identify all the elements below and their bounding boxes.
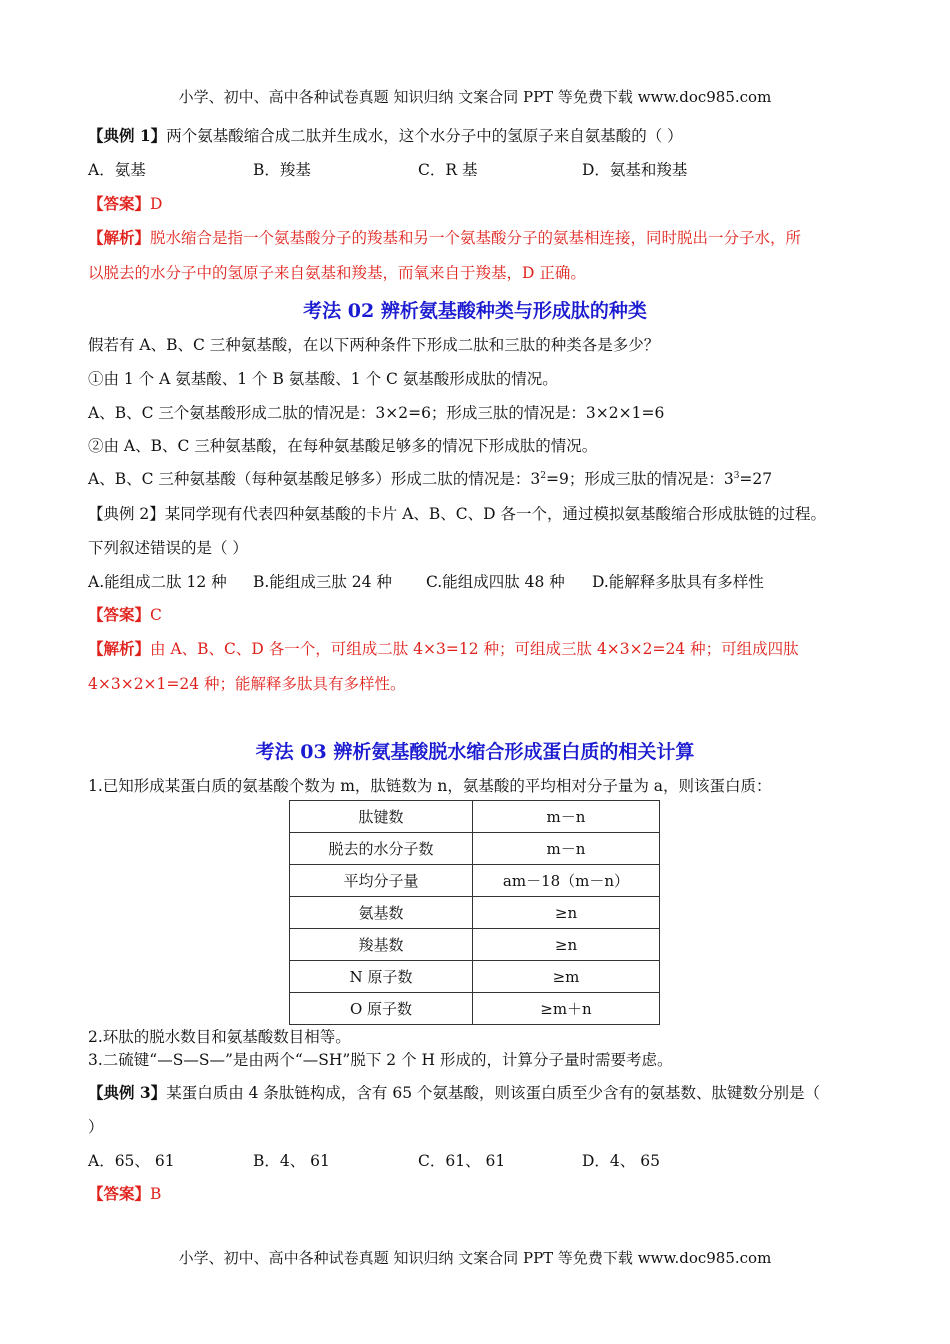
case-2-result-part-a: A、B、C 三种氨基酸（每种氨基酸足够多）形成二肽的情况是：3 (88, 470, 541, 488)
example-3-option-a: A．65、 61 (88, 1152, 175, 1170)
example-3-answer (88, 1183, 878, 1205)
section-2-case-2-result (88, 468, 878, 490)
example-2-answer-label: 【答案】 (88, 605, 151, 624)
example-2-option-c: C.能组成四肽 48 种 (426, 573, 565, 591)
table-row (290, 897, 660, 929)
page-footer: 小学、初中、高中各种试卷真题 知识归纳 文案合同 PPT 等免费下载 www.doc985.com (178, 1249, 772, 1267)
table-cell-value: m－n (473, 801, 660, 833)
example-2-analysis-text-1: 由 A、B、C、D 各一个，可组成二肽 4×3=12 种；可组成三肽 4×3×2=24 种；可组成四肽 (150, 640, 799, 658)
table-cell-value: ≥m＋n (473, 993, 660, 1025)
example-2-question-text-1: 某同学现有代表四种氨基酸的卡片 A、B、C、D 各一个，通过模拟氨基酸缩合形成肽链的过程。 (164, 505, 827, 523)
example-3-question-line-2: ） (88, 1118, 104, 1136)
example-1-option-d: D．氨基和羧基 (582, 161, 688, 179)
table-cell-value: ≥n (473, 929, 660, 961)
case-2-exponent-b: 3 (733, 470, 740, 481)
example-1-question-text: 两个氨基酸缩合成二肽并生成水，这个水分子中的氢原子来自氨基酸的（ ） (166, 127, 683, 145)
section-2-intro: 假若有 A、B、C 三种氨基酸，在以下两种条件下形成二肽和三肽的种类各是多少？ (88, 336, 660, 354)
example-3-option-d: D．4、 65 (582, 1152, 660, 1170)
section-2-heading: 考法 02 辨析氨基酸种类与形成肽的种类 (303, 300, 647, 322)
example-2-option-b: B.能组成三肽 24 种 (253, 573, 392, 591)
example-1-option-a: A．氨基 (88, 161, 146, 179)
table-cell-value: ≥m (473, 961, 660, 993)
table-cell-key: N 原子数 (290, 961, 473, 993)
example-1-analysis-label: 【解析】 (88, 228, 151, 247)
table-cell-value: m－n (473, 833, 660, 865)
table-row (290, 993, 660, 1025)
example-2-option-a: A.能组成二肽 12 种 (88, 573, 227, 591)
example-2-answer-value: C (150, 606, 162, 624)
page-header: 小学、初中、高中各种试卷真题 知识归纳 文案合同 PPT 等免费下载 www.doc985.com (178, 88, 772, 106)
example-3-option-c: C．61、 61 (418, 1152, 506, 1170)
case-2-result-part-b: =9；形成三肽的情况是：3 (545, 470, 734, 488)
example-2-label: 【典例 2】 (88, 505, 165, 523)
section-3-point-2: 2.环肽的脱水数目和氨基酸数目相等。 (88, 1028, 351, 1046)
example-1-option-c: C．R 基 (418, 161, 478, 179)
example-1-analysis-line-1 (88, 227, 878, 249)
table-row (290, 865, 660, 897)
table-cell-key: 氨基数 (290, 897, 473, 929)
table-cell-value: ≥n (473, 897, 660, 929)
example-3-question-line-1 (88, 1082, 878, 1104)
example-1-answer (88, 193, 878, 215)
example-1-analysis-text-1: 脱水缩合是指一个氨基酸分子的羧基和另一个氨基酸分子的氨基相连接，同时脱出一分子水，所 (150, 229, 802, 247)
calculation-table (289, 800, 660, 1025)
section-2-case-2: ②由 A、B、C 三种氨基酸，在每种氨基酸足够多的情况下形成肽的情况。 (88, 437, 598, 455)
table-cell-value: am－18（m－n） (473, 865, 660, 897)
example-2-question-line-1 (88, 503, 878, 525)
example-2-answer (88, 604, 878, 626)
example-1-question (88, 125, 878, 147)
example-3-question-text-1: 某蛋白质由 4 条肽链构成，含有 65 个氨基酸，则该蛋白质至少含有的氨基数、肽键数分别是（ (166, 1084, 820, 1102)
example-1-label: 【典例 1】 (88, 126, 167, 145)
example-3-option-b: B．4、 61 (253, 1152, 330, 1170)
example-2-question-line-2: 下列叙述错误的是（ ） (88, 539, 248, 557)
section-3-point-1: 1.已知形成某蛋白质的氨基酸个数为 m，肽链数为 n，氨基酸的平均相对分子量为 a，则该蛋白质： (88, 777, 772, 795)
table-row (290, 801, 660, 833)
example-2-option-d: D.能解释多肽具有多样性 (592, 573, 764, 591)
example-2-analysis-line-1 (88, 638, 878, 660)
example-2-analysis-label: 【解析】 (88, 639, 151, 658)
table-cell-key: 羧基数 (290, 929, 473, 961)
table-cell-key: 脱去的水分子数 (290, 833, 473, 865)
table-row (290, 929, 660, 961)
section-2-case-1: ①由 1 个 A 氨基酸、1 个 B 氨基酸、1 个 C 氨基酸形成肽的情况。 (88, 370, 558, 388)
example-3-answer-value: B (150, 1185, 162, 1203)
table-row (290, 833, 660, 865)
example-3-label: 【典例 3】 (88, 1083, 167, 1102)
example-1-option-b: B．羧基 (253, 161, 311, 179)
case-2-result-part-c: =27 (739, 470, 773, 488)
table-cell-key: O 原子数 (290, 993, 473, 1025)
table-cell-key: 肽键数 (290, 801, 473, 833)
section-2-case-1-result: A、B、C 三个氨基酸形成二肽的情况是：3×2=6；形成三肽的情况是：3×2×1=6 (88, 404, 665, 422)
section-3-point-3: 3.二硫键“—S—S—”是由两个“—SH”脱下 2 个 H 形成的，计算分子量时需要考虑。 (88, 1051, 673, 1069)
example-2-analysis-line-2: 4×3×2×1=24 种；能解释多肽具有多样性。 (88, 675, 406, 693)
section-3-heading: 考法 03 辨析氨基酸脱水缩合形成蛋白质的相关计算 (255, 741, 695, 763)
example-1-analysis-line-2: 以脱去的水分子中的氢原子来自氨基和羧基，而氧来自于羧基，D 正确。 (88, 264, 586, 282)
case-2-exponent-a: 2 (540, 470, 546, 481)
example-3-answer-label: 【答案】 (88, 1184, 151, 1203)
example-1-answer-value: D (150, 195, 163, 213)
table-row (290, 961, 660, 993)
example-1-answer-label: 【答案】 (88, 194, 151, 213)
table-cell-key: 平均分子量 (290, 865, 473, 897)
